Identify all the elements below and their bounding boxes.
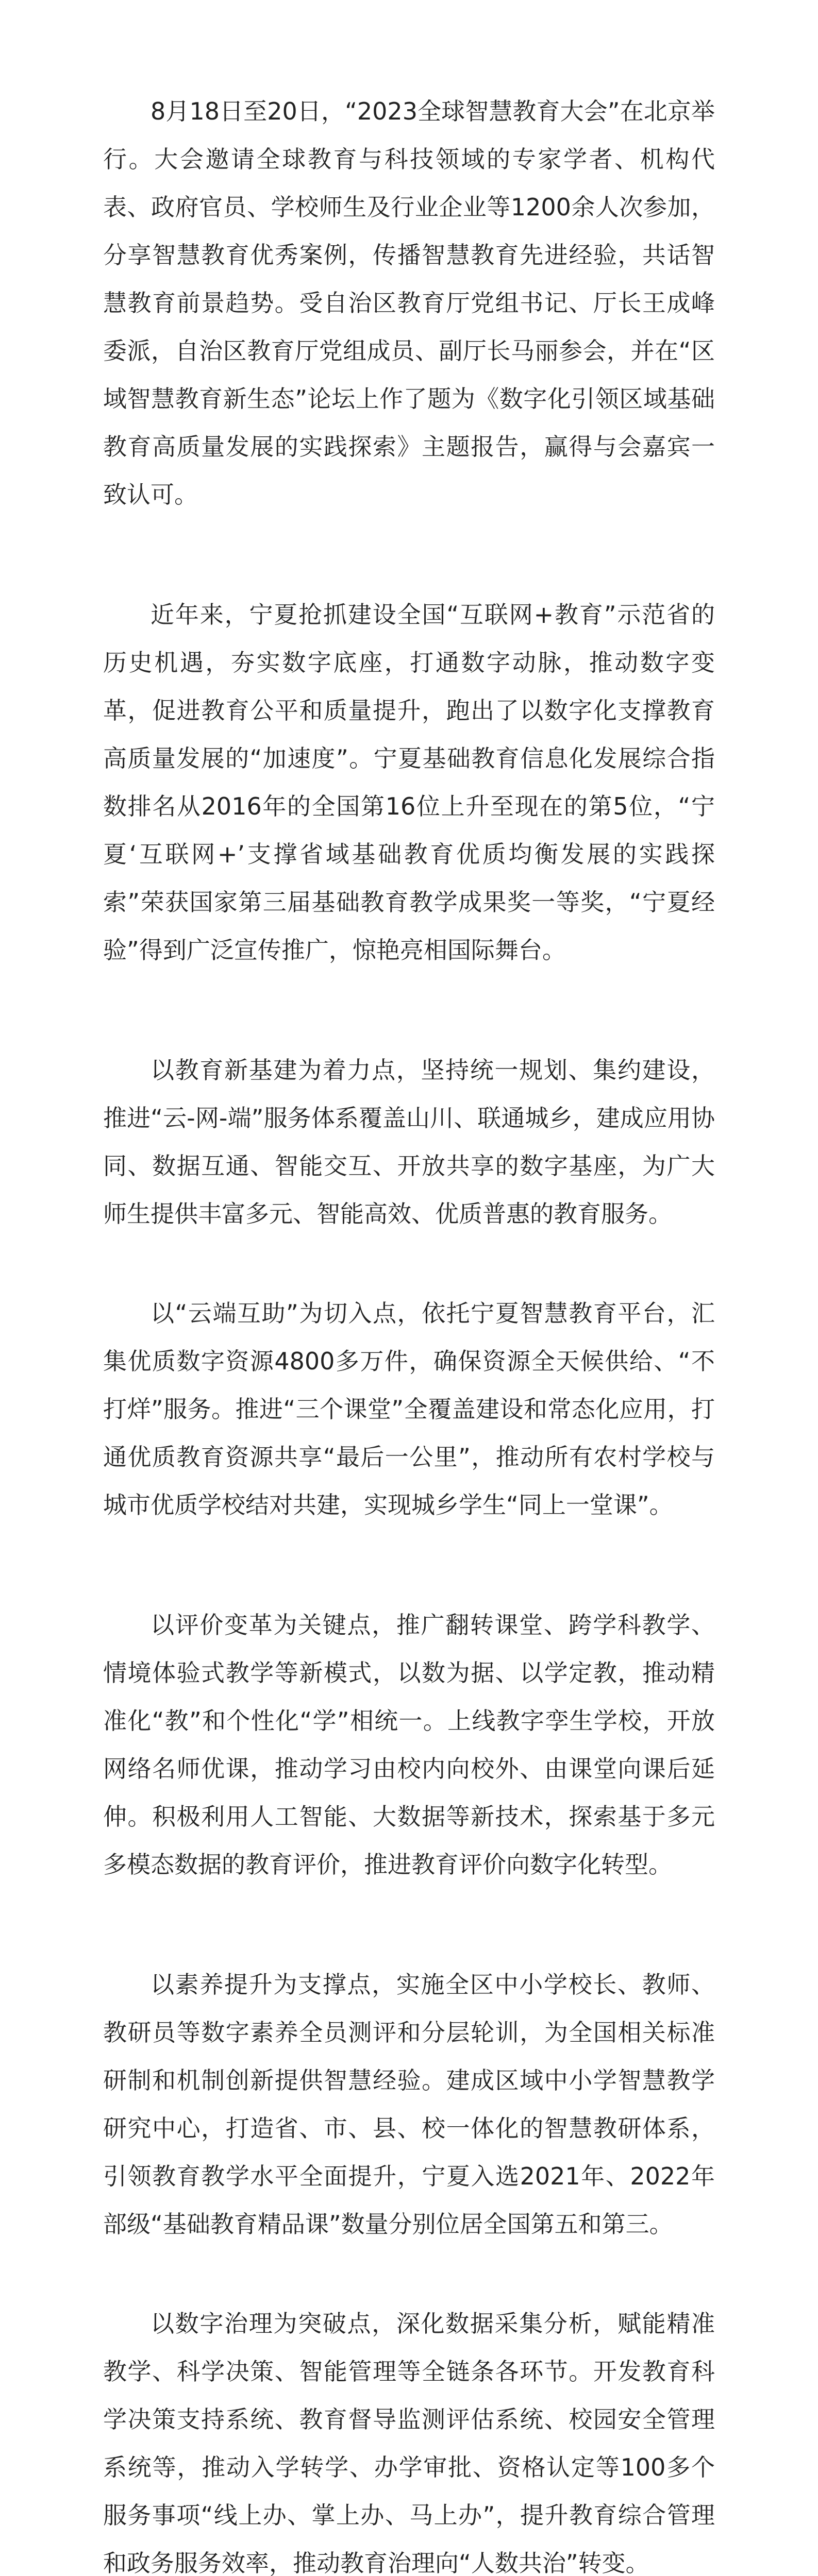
paragraph-progress: 近年来，宁夏抢抓建设全国“互联网+教育”示范省的历史机遇，夯实数字底座，打通数字动脉，推动数字变革，促进教育公平和质量提升，跑出了以数字化支撑教育高质量发展的“加速度”。宁夏基础教育信息化发展综合指数排名从2016年的全国第16位上升至现在的第5位，“宁夏‘互联网+’支撑省域基础教育优质均衡发展的实践探索”荣获国家第三届基础教育教学成果奖一等奖，“宁夏经验”得到广泛宣传推广，惊艳亮相国际舞台。 <box>103 601 715 964</box>
paragraph-infrastructure: 以教育新基建为着力点，坚持统一规划、集约建设，推进“云-网-端”服务体系覆盖山川、联通城乡，建成应用协同、数据互通、智能交互、开放共享的数字基座，为广大师生提供丰富多元、智能高效、优质普惠的教育服务。 <box>103 1056 715 1228</box>
paragraph-governance: 以数字治理为突破点，深化数据采集分析，赋能精准教学、科学决策、智能管理等全链条各环节。开发教育科学决策支持系统、教育督导监测评估系统、校园安全管理系统等，推动入学转学、办学审批、资格认定等100多个服务事项“线上办、掌上办、马上办”，提升教育综合管理和政务服务效率，推动教育治理向“人数共治”转变。 <box>103 2310 715 2576</box>
paragraph-spacer <box>103 974 715 1046</box>
paragraph-literacy: 以素养提升为支撑点，实施全区中小学校长、教师、教研员等数字素养全员测评和分层轮训，为全国相关标准研制和机制创新提供智慧经验。建成区域中小学智慧教学研究中心，打造省、市、县、校一体化的智慧教研体系，引领教育教学水平全面提升，宁夏入选2021年、2022年部级“基础教育精品课”数量分别位居全国第五和第三。 <box>103 1971 715 2238</box>
paragraph-spacer <box>103 1238 715 1290</box>
paragraph-spacer <box>103 1889 715 1961</box>
paragraph-conference: 8月18日至20日，“2023全球智慧教育大会”在北京举行。大会邀请全球教育与科技领域的专家学者、机构代表、政府官员、学校师生及行业企业等1200余人次参加，分享智慧教育优秀案例，传播智慧教育先进经验，共话智慧教育前景趋势。受自治区教育厅党组书记、厅长王成峰委派，自治区教育厅党组成员、副厅长马丽参会，并在“区域智慧教育新生态”论坛上作了题为《数字化引领区域基础教育高质量发展的实践探索》主题报告，赢得与会嘉宾一致认可。 <box>103 97 715 509</box>
paragraph-cloud-resources: 以“云端互助”为切入点，依托宁夏智慧教育平台，汇集优质数字资源4800多万件，确保资源全天候供给、“不打烊”服务。推进“三个课堂”全覆盖建设和常态化应用，打通优质教育资源共享“最后一公里”，推动所有农村学校与城市优质学校结对共建，实现城乡学生“同上一堂课”。 <box>103 1299 715 1519</box>
paragraph-spacer <box>103 1529 715 1601</box>
paragraph-spacer <box>103 519 715 591</box>
paragraph-evaluation: 以评价变革为关键点，推广翻转课堂、跨学科教学、情境体验式教学等新模式，以数为据、以学定教，推动精准化“教”和个性化“学”相统一。上线教字孪生学校，开放网络名师优课，推动学习由校内向校外、由课堂向课后延伸。积极利用人工智能、大数据等新技术，探索基于多元多模态数据的教育评价，推进教育评价向数字化转型。 <box>103 1611 715 1878</box>
paragraph-spacer <box>103 2248 715 2300</box>
